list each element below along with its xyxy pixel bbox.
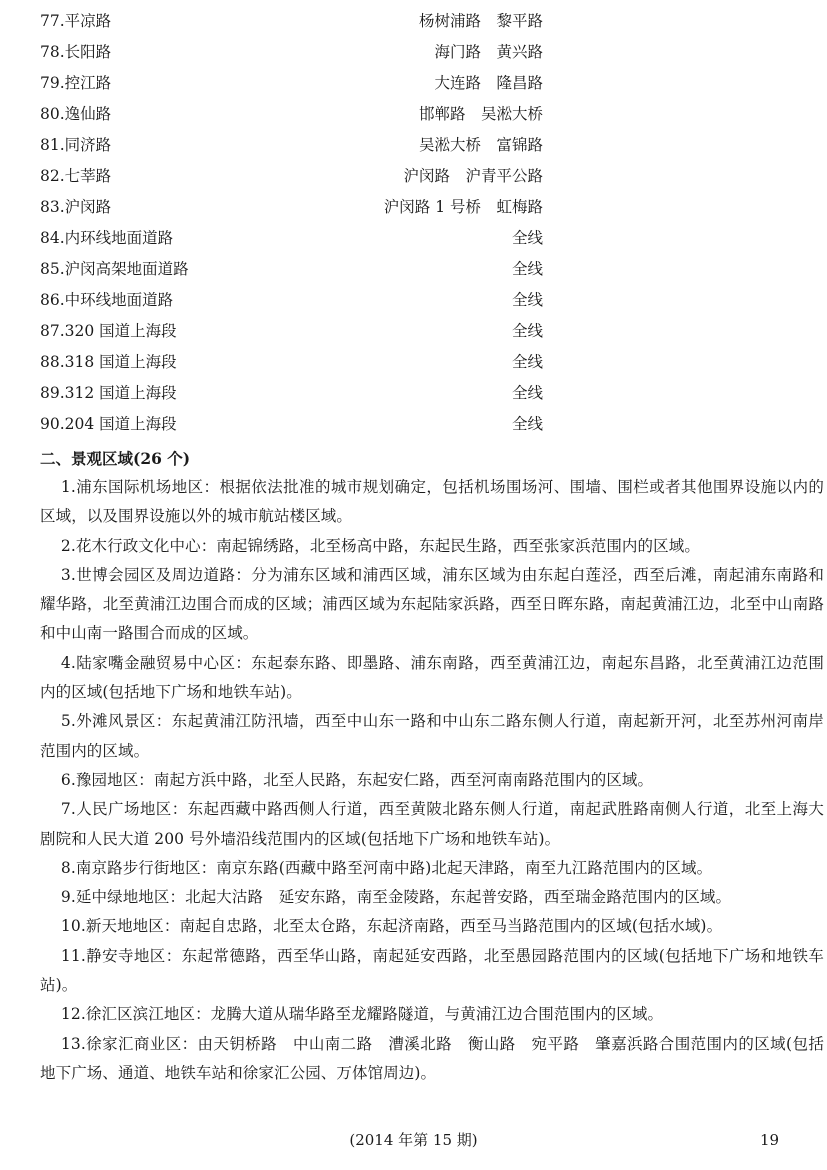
road-list [40,6,560,440]
road-row [40,223,560,254]
road-range: 全线 [511,229,543,247]
road-row [40,378,560,409]
road-range: 全线 [511,291,543,309]
road-row [40,192,560,223]
page-footer [0,1128,827,1152]
road-range: 全线 [511,322,543,340]
scenic-area-paragraph: 13.徐家汇商业区：由天钥桥路 中山南二路 漕溪北路 衡山路 宛平路 肇嘉浜路合围范围内的区域(包括地下广场、通道、地铁车站和徐家汇公园、万体馆周边)。 [40,1034,824,1082]
scenic-area-paragraph: 9.延中绿地地区：北起大沽路 延安东路，南至金陵路，东起普安路，西至瑞金路范围内的区域。 [60,888,732,907]
road-name: 79.控江路 [40,74,112,92]
road-row [40,409,560,440]
scenic-area-paragraph: 7.人民广场地区：东起西藏中路西侧人行道，西至黄陂北路东侧人行道，南起武胜路南侧人行道，北至上海大剧院和人民大道 200 号外墙沿线范围内的区域(包括地下广场和地铁车站)。 [40,800,824,848]
scenic-area-list [40,473,824,1088]
road-range: 全线 [511,415,543,433]
road-row [40,316,560,347]
scenic-area-paragraph: 4.陆家嘴金融贸易中心区：东起泰东路、即墨路、浦东南路，西至黄浦江边，南起东昌路，北至黄浦江边范围内的区域(包括地下广场和地铁车站)。 [40,653,824,702]
road-range: 吴淞大桥 富锦路 [418,136,543,154]
road-range: 大连路 隆昌路 [434,74,543,92]
road-row [40,254,560,285]
section-heading: 二、景观区域(26 个) [40,449,191,468]
road-name: 85.沪闵高架地面道路 [40,260,189,278]
road-name: 78.长阳路 [40,43,112,61]
road-row [40,161,560,192]
road-row [40,37,560,68]
scenic-area-paragraph: 5.外滩风景区：东起黄浦江防汛墙，西至中山东一路和中山东二路东侧人行道，南起新开河，北至苏州河南岸范围内的区域。 [40,712,824,760]
road-row [40,68,560,99]
road-row [40,99,560,130]
road-name: 87.320 国道上海段 [40,322,177,340]
road-name: 82.七莘路 [40,167,112,185]
scenic-area-paragraph: 11.静安寺地区：东起常德路，西至华山路，南起延安西路，北至愚园路范围内的区域(包括地下广场和地铁车站)。 [40,946,824,995]
road-row [40,6,560,37]
road-name: 81.同济路 [40,136,112,154]
road-name: 77.平凉路 [40,12,112,30]
scenic-area-paragraph: 10.新天地地区：南起自忠路，北至太仓路，东起济南路，西至马当路范围内的区域(包括水域)。 [60,917,723,936]
road-row [40,347,560,378]
road-name: 88.318 国道上海段 [40,353,177,371]
road-name: 90.204 国道上海段 [40,415,177,433]
road-name: 84.内环线地面道路 [40,229,174,247]
road-range: 邯郸路 吴淞大桥 [418,105,543,123]
road-range: 全线 [511,260,543,278]
road-range: 沪闵路 沪青平公路 [403,167,543,185]
scenic-area-paragraph: 1.浦东国际机场地区：根据依法批准的城市规划确定，包括机场围场河、围墙、围栏或者其他围界设施以内的区域，以及围界设施以外的城市航站楼区域。 [40,478,824,526]
road-name: 83.沪闵路 [40,198,112,216]
issue-label: (2014 年第 15 期) [349,1131,478,1149]
scenic-area-paragraph: 12.徐汇区滨江地区：龙腾大道从瑞华路至龙耀路隧道，与黄浦江边合围范围内的区域。 [60,1005,664,1024]
road-range: 全线 [511,384,543,402]
road-range: 杨树浦路 黎平路 [418,12,543,30]
road-name: 86.中环线地面道路 [40,291,174,309]
road-range: 海门路 黄兴路 [434,43,543,61]
road-range: 全线 [511,353,543,371]
page-number: 19 [760,1131,780,1149]
scenic-area-paragraph: 2.花木行政文化中心：南起锦绣路，北至杨高中路，东起民生路，西至张家浜范围内的区域。 [60,536,700,555]
scenic-area-paragraph: 6.豫园地区：南起方浜中路，北至人民路，东起安仁路，西至河南南路范围内的区域。 [60,770,654,789]
road-row [40,285,560,316]
scenic-area-paragraph: 8.南京路步行街地区：南京东路(西藏中路至河南中路)北起天津路，南至九江路范围内的区域。 [60,858,713,877]
road-row [40,130,560,161]
scenic-area-paragraph: 3.世博会园区及周边道路：分为浦东区域和浦西区域，浦东区域为由东起白莲泾，西至后滩，南起浦东南路和耀华路，北至黄浦江边围合而成的区域；浦西区域为东起陆家浜路，西至日晖东路，南起黄浦江边，北至中山南路和中山南一路围合而成的区域。 [40,565,824,643]
road-name: 80.逸仙路 [40,105,112,123]
road-name: 89.312 国道上海段 [40,384,177,402]
road-range: 沪闵路 1 号桥 虹梅路 [383,198,543,216]
